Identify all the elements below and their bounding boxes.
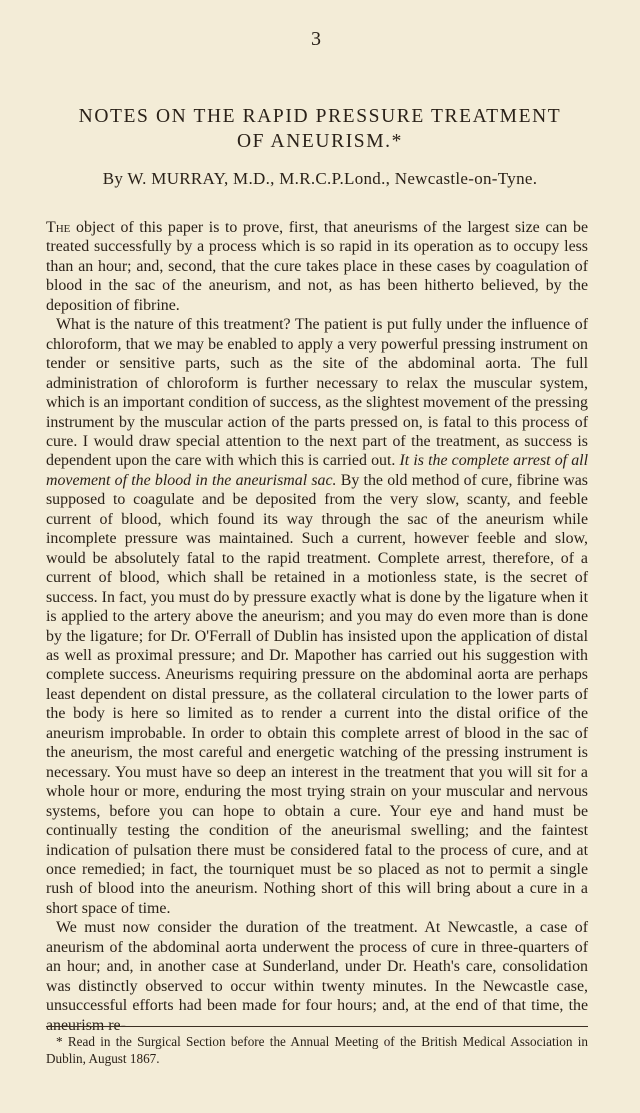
paragraph-1 — [46, 218, 588, 315]
paragraph-2-emphasis: It is the complete arrest of all movement of the blood in the aneurismal sac. — [46, 452, 588, 489]
page-number: 3 — [311, 28, 321, 50]
article-body — [46, 218, 588, 1035]
article-title-line-2: OF ANEURISM.* — [237, 131, 403, 152]
author-byline: By W. MURRAY, M.D., M.R.C.P.Lond., Newcastle-on-Tyne. — [102, 169, 538, 188]
paragraph-2 — [46, 315, 588, 918]
paragraph-1-text: object of this paper is to prove, first, that aneurisms of the largest size can be treated successfully by a process which is so rapid in its operation as to occupy less than an hour; and, second, that the cure takes place in these cases by coagulation of blood in the sac of the aneurism, and not, as has been hitherto believed, by the deposition of fibrine. — [46, 219, 588, 314]
paragraph-2-text-after: By the old method of cure, fibrine was supposed to coagulate and be deposited from the very slow, scanty, and feeble current of blood, which found its way through the sac of the aneurism while incomplete pressure was maintained. Such a current, however feeble and slow, would be absolutely fatal to the rapid treatment. Complete arrest, therefore, of a current of blood, which shall be retained in a motionless state, is the secret of success. In fact, you must do by pressure exactly what is done by the ligature when it is applied to the artery above the aneurism; and you may do even more than is done by the ligature; for Dr. O'Ferrall of Dublin has insisted upon the application of distal as well as proximal pressure; and Dr. Mapother has carried out his suggestion with complete success. Aneurisms requiring pressure on the abdominal aorta are perhaps least dependent on distal pressure, as the collateral circulation to the lower parts of the body is here so limited as to render a current into the distal orifice of the aneurism improbable. In order to obtain this complete arrest of blood in the sac of the aneurism, the most careful and energetic watching of the pressing instrument is necessary. You must have so deep an interest in the treatment that you will sit for a whole hour or more, enduring the most trying strain on your muscular and nervous systems, before you can hope to obtain a cure. Your eye and hand must be continually testing the condition of the aneurismal swelling; and the faintest indication of pulsation there must be considered fatal to the process of cure, and at once remedied; in fact, the tourniquet must be so placed as not to permit a single rush of blood into the aneurism. Nothing short of this will bring about a cure in a short space of time. — [46, 471, 588, 917]
article-title — [20, 104, 620, 154]
footnote-divider — [46, 1026, 588, 1027]
paragraph-2-text-before: What is the nature of this treatment? The patient is put fully under the influence of chloroform, that we may be enabled to apply a very powerful pressing instrument on tender or sensitive parts, such as the site of the abdominal aorta. The full administration of chloroform is further necessary to relax the muscular system, which is an important condition of success, as the slightest movement of the pressing instrument by the muscular action of the parts pressed on, is fatal to this process of cure. I would draw special attention to the next part of the treatment, as success is dependent upon the care with which this is carried out. — [46, 316, 588, 470]
footnote-text: * Read in the Surgical Section before the Annual Meeting of the British Medical Association in Dublin, August 1867. — [46, 1034, 588, 1066]
footnote — [46, 1033, 588, 1067]
paragraph-1-lead: The — [46, 219, 71, 236]
article-title-line-1: NOTES ON THE RAPID PRESSURE TREATMENT — [78, 106, 562, 127]
paragraph-3: We must now consider the duration of the treatment. At Newcastle, a case of aneurism of the abdominal aorta underwent the process of cure in three-quarters of an hour; and, in another case at Sunderland, under Dr. Heath's care, consolidation was distinctly observed to occur within twenty minutes. In the Newcastle case, unsuccessful efforts had been made for four hours; and, at the end of that time, the aneurism re- — [46, 919, 588, 1034]
